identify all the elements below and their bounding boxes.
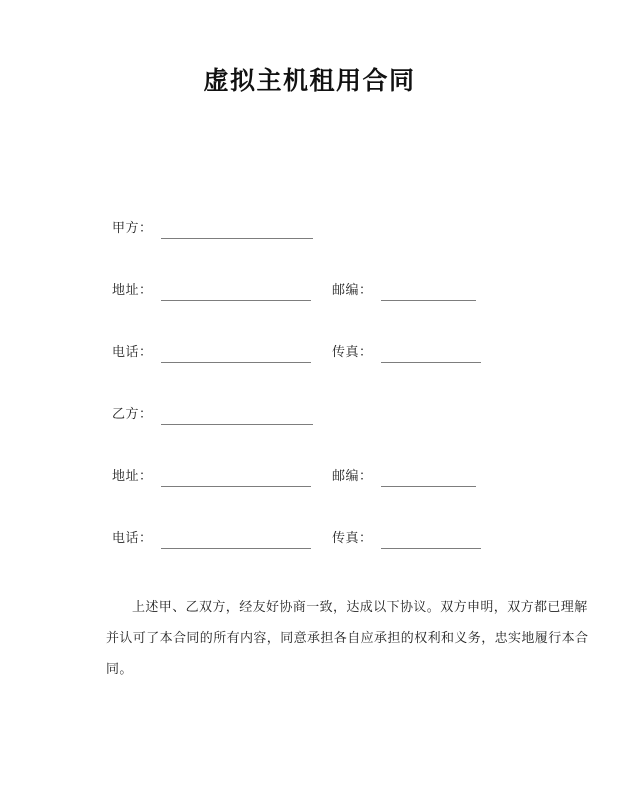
field-label: 电话： bbox=[112, 345, 153, 360]
field-input-line[interactable] bbox=[381, 348, 481, 363]
field-input-line[interactable] bbox=[161, 472, 311, 487]
field-address-a bbox=[112, 282, 311, 301]
field-input-line[interactable] bbox=[161, 286, 311, 301]
field-postcode-b bbox=[332, 468, 476, 487]
contract-party-form bbox=[0, 220, 619, 592]
paragraph-line: 并认可了本合同的所有内容，同意承担各自应承担的权利和义务，忠实地履行本合 bbox=[106, 631, 589, 646]
field-label: 邮编： bbox=[332, 283, 373, 298]
field-label: 传真： bbox=[332, 531, 373, 546]
field-input-line[interactable] bbox=[381, 472, 476, 487]
field-party-b bbox=[112, 406, 313, 425]
field-address-b bbox=[112, 468, 311, 487]
field-label: 地址： bbox=[112, 283, 153, 298]
field-phone-a bbox=[112, 344, 311, 363]
form-row bbox=[0, 406, 619, 468]
page-title: 虚拟主机租用合同 bbox=[203, 66, 416, 95]
field-label: 乙方： bbox=[112, 407, 153, 422]
field-label: 邮编： bbox=[332, 469, 373, 484]
form-row bbox=[0, 282, 619, 344]
field-input-line[interactable] bbox=[161, 410, 313, 425]
form-row bbox=[0, 530, 619, 592]
form-row bbox=[0, 220, 619, 282]
field-input-line[interactable] bbox=[161, 224, 313, 239]
field-label: 甲方： bbox=[112, 221, 153, 236]
field-fax-b bbox=[332, 530, 481, 549]
paragraph-line: 上述甲、乙双方，经友好协商一致，达成以下协议。双方申明，双方都已理解 bbox=[132, 600, 588, 615]
field-input-line[interactable] bbox=[381, 286, 476, 301]
field-label: 传真： bbox=[332, 345, 373, 360]
field-label: 电话： bbox=[112, 531, 153, 546]
agreement-paragraph bbox=[106, 592, 589, 685]
form-row bbox=[0, 468, 619, 530]
field-fax-a bbox=[332, 344, 481, 363]
field-party-a bbox=[112, 220, 313, 239]
form-row bbox=[0, 344, 619, 406]
field-postcode-a bbox=[332, 282, 476, 301]
field-input-line[interactable] bbox=[161, 534, 311, 549]
paragraph-line: 同。 bbox=[106, 662, 133, 677]
field-phone-b bbox=[112, 530, 311, 549]
field-input-line[interactable] bbox=[161, 348, 311, 363]
field-label: 地址： bbox=[112, 469, 153, 484]
field-input-line[interactable] bbox=[381, 534, 481, 549]
